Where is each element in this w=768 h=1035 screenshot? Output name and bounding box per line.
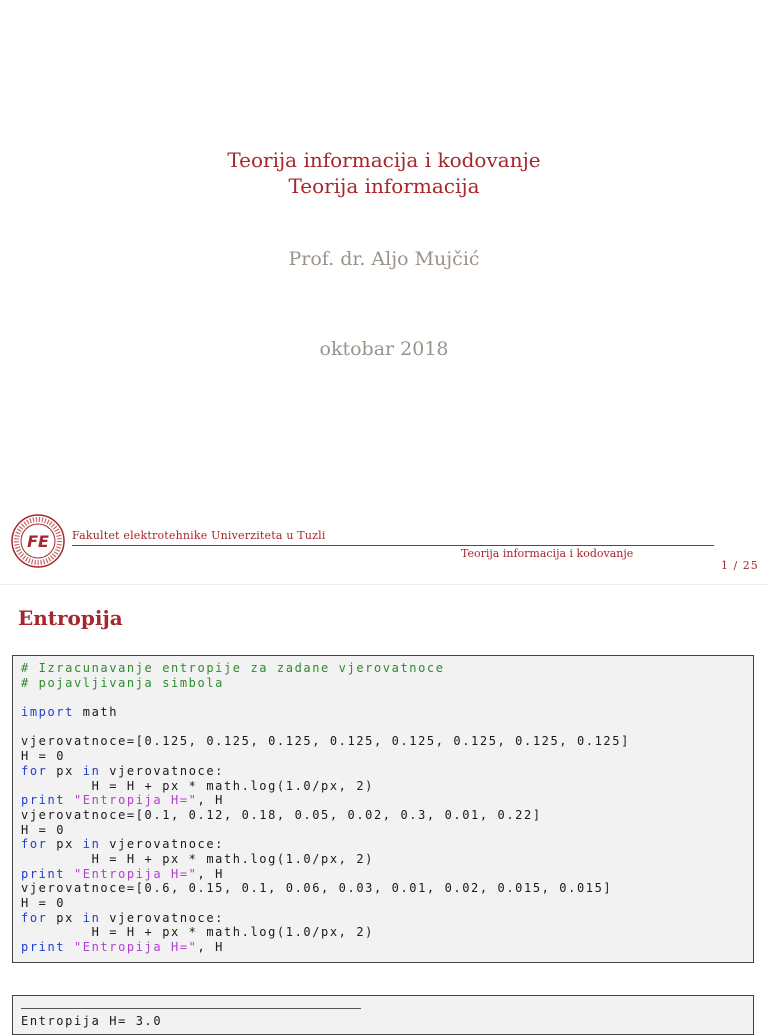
footer-course-name: Teorija informacija i kodovanje — [461, 547, 634, 560]
presentation-title: Teorija informacija i kodovanje — [227, 148, 541, 172]
code-line — [21, 925, 630, 940]
footer-divider — [72, 545, 714, 546]
code-line — [21, 940, 630, 955]
code-token: for — [21, 837, 48, 852]
code-token: in — [82, 763, 101, 778]
code-token: vjerovatnoce=[0.6, 0.15, 0.1, 0.06, 0.03, 0.01, 0.02, 0.015, 0.015] — [21, 881, 613, 896]
code-token: print — [21, 866, 66, 881]
code-line — [21, 808, 630, 823]
code-token: H = H + px * math.log(1.0/px, 2) — [21, 851, 374, 866]
code-token: px — [47, 910, 83, 925]
code-token — [65, 940, 74, 954]
code-token: "Entropija H=" — [73, 866, 198, 881]
code-token: vjerovatnoce: — [100, 763, 224, 778]
code-token: for — [21, 910, 48, 925]
code-listing — [12, 655, 754, 963]
code-token: # Izracunavanje entropije za zadane vjerovatnoce — [21, 661, 445, 675]
code-line — [21, 896, 630, 911]
code-line — [21, 867, 630, 882]
output-text: Entropija H= 3.0 — [21, 1014, 163, 1028]
code-token — [65, 867, 74, 881]
code-token: "Entropija H=" — [73, 793, 198, 808]
logo-text: FE — [27, 532, 49, 551]
code-line — [21, 823, 630, 838]
code-token: vjerovatnoce: — [100, 837, 224, 852]
code-token: print — [21, 940, 66, 955]
code-line — [21, 720, 630, 735]
page-number: 1 / 25 — [721, 559, 759, 572]
code-line — [21, 881, 630, 896]
code-line — [21, 779, 630, 794]
code-token: px — [47, 837, 83, 852]
author-name: Prof. dr. Aljo Mujčić — [288, 248, 480, 270]
faculty-name: Fakultet elektrotehnike Univerziteta u Tuzli — [72, 529, 326, 542]
university-seal-icon — [10, 513, 66, 569]
frame-title: Entropija — [18, 606, 123, 630]
code-line — [21, 852, 630, 867]
code-token: H = 0 — [21, 749, 66, 764]
code-token: vjerovatnoce=[0.1, 0.12, 0.18, 0.05, 0.02, 0.3, 0.01, 0.22] — [21, 807, 542, 822]
code-token: H = H + px * math.log(1.0/px, 2) — [21, 778, 374, 793]
presentation-subtitle: Teorija informacija — [288, 174, 480, 198]
code-token: px — [47, 763, 83, 778]
code-block — [21, 661, 630, 955]
code-token: in — [82, 910, 101, 925]
code-line — [21, 690, 630, 705]
output-listing — [12, 995, 754, 1035]
slide-separator — [0, 584, 768, 585]
code-line — [21, 734, 630, 749]
code-token: "Entropija H=" — [73, 940, 198, 955]
code-line — [21, 837, 630, 852]
code-line — [21, 661, 630, 676]
code-token: # pojavljivanja simbola — [21, 675, 224, 690]
code-line — [21, 749, 630, 764]
presentation-date: oktobar 2018 — [319, 338, 449, 360]
code-token: vjerovatnoce=[0.125, 0.125, 0.125, 0.125, 0.125, 0.125, 0.125, 0.125] — [21, 734, 630, 749]
code-token: H = 0 — [21, 896, 66, 910]
code-token: H = H + px * math.log(1.0/px, 2) — [21, 925, 374, 940]
code-token: H = 0 — [21, 822, 66, 837]
code-line — [21, 911, 630, 926]
code-line — [21, 764, 630, 779]
code-token — [65, 793, 74, 807]
code-line — [21, 676, 630, 691]
code-token: math — [73, 705, 119, 720]
output-rule — [21, 1008, 361, 1009]
code-token: print — [21, 793, 66, 808]
code-token: , H — [197, 866, 224, 881]
code-token: for — [21, 763, 48, 778]
code-line — [21, 793, 630, 808]
code-token: import — [21, 705, 74, 720]
code-line — [21, 705, 630, 720]
code-token: , H — [197, 793, 224, 808]
code-token: in — [82, 837, 101, 852]
code-token: vjerovatnoce: — [100, 910, 224, 925]
code-token: , H — [197, 940, 224, 955]
